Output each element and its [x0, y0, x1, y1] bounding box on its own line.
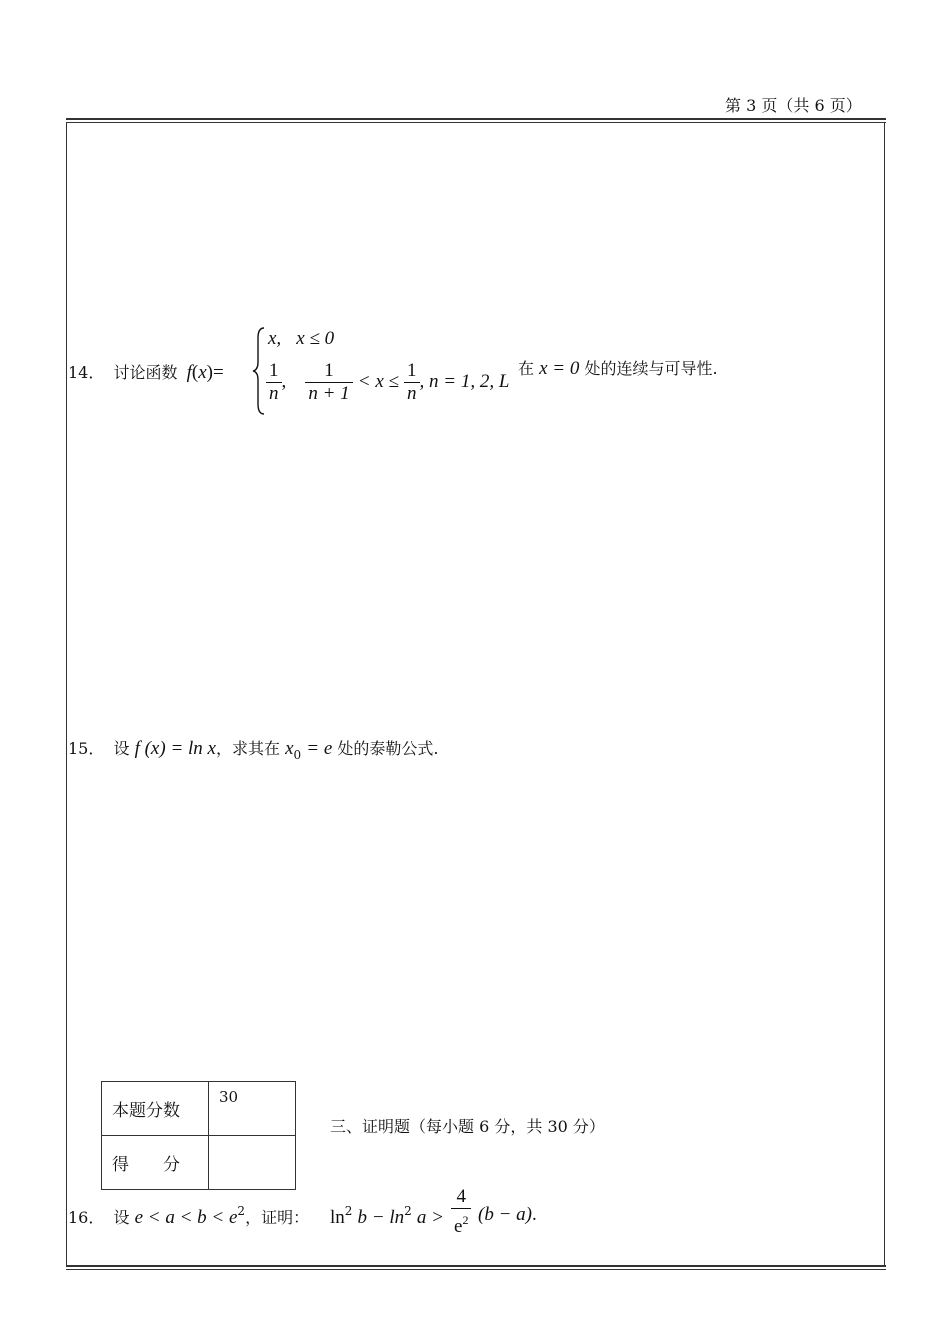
cond-right-fraction: [404, 360, 420, 405]
q14-tail-post: 处的连续与可导性.: [584, 359, 718, 378]
cond-tail: , n = 1, 2, L: [419, 371, 510, 392]
points-value: 30: [209, 1082, 296, 1136]
q14-var: x: [198, 362, 207, 383]
paren-close: ): [206, 362, 213, 383]
case2-fraction: [266, 360, 282, 405]
q15-point-sub: 0: [293, 748, 302, 762]
case2-den: n: [269, 383, 279, 404]
q15-point-rest: = e: [306, 738, 333, 759]
cond-left-num: 1: [305, 360, 352, 383]
q15-lead: 设: [113, 739, 130, 758]
cond-right-den: n: [407, 383, 417, 404]
case1-cond: x ≤ 0: [296, 328, 335, 349]
score-label: 得 分: [102, 1136, 209, 1190]
q14-func: f: [186, 362, 192, 383]
score-value[interactable]: [209, 1136, 296, 1190]
bottom-rule: [66, 1265, 886, 1267]
q16-lhs-b-exp: 2: [404, 1204, 412, 1218]
q16-lhs-b: b − ln: [357, 1207, 405, 1228]
cond-mid: < x ≤: [357, 371, 399, 392]
question-15: [68, 736, 438, 762]
q16-end: .: [531, 1204, 537, 1225]
q15-number: 15．: [68, 739, 105, 758]
frame-left: [66, 122, 67, 1266]
q16-lhs-a-exp: 2: [344, 1204, 353, 1218]
frame-right: [884, 122, 885, 1266]
points-label: 本题分数: [102, 1082, 209, 1136]
paren-open: (: [191, 362, 199, 383]
cond-left-den: n + 1: [308, 383, 350, 404]
q16-frac-den-wrap: [451, 1209, 471, 1238]
q14-lead: 讨论函数: [113, 363, 178, 382]
cond-left-fraction: [305, 360, 352, 405]
case2-num: 1: [266, 360, 282, 383]
top-rule: [66, 118, 886, 120]
q16-frac-den: e: [454, 1216, 463, 1237]
q15-tail: 处的泰勒公式.: [337, 739, 439, 758]
case1-expr: x,: [268, 328, 282, 349]
q15-mid: ，求其在: [215, 739, 280, 758]
q14-tail-pre: 在: [518, 359, 535, 378]
section-3-title: 三、证明题（每小题 6 分，共 30 分）: [330, 1117, 605, 1136]
cond-right-num: 1: [404, 360, 420, 383]
top-rule-thin: [66, 122, 886, 123]
q14-number: 14．: [68, 363, 105, 382]
q15-expr: f (x) = ln x: [134, 738, 216, 759]
q14-eq: =: [212, 362, 224, 383]
piecewise-brace-icon: [252, 326, 266, 420]
case2-comma: ,: [281, 371, 287, 392]
q16-number: 16．: [68, 1208, 105, 1227]
q16-lhs-a: ln: [330, 1207, 345, 1228]
q16-cond: e < a < b < e: [134, 1207, 238, 1228]
page-number: 第 3 页（共 6 页）: [725, 96, 862, 115]
q16-cond-exp: 2: [237, 1204, 246, 1218]
q16-rhs: (b − a): [478, 1204, 532, 1225]
bottom-rule-thin: [66, 1269, 886, 1270]
q16-lead: 设: [113, 1208, 130, 1227]
q16-frac-den-exp: 2: [462, 1213, 469, 1227]
q16-frac-num: 4: [451, 1186, 471, 1209]
q15-point-var: x: [285, 738, 294, 759]
q16-lhs-c: a >: [416, 1207, 444, 1228]
q14-tail-expr: x = 0: [539, 358, 580, 379]
q16-fraction: [451, 1186, 471, 1238]
q16-mid: ，证明：: [245, 1208, 310, 1227]
score-table: [101, 1081, 296, 1190]
